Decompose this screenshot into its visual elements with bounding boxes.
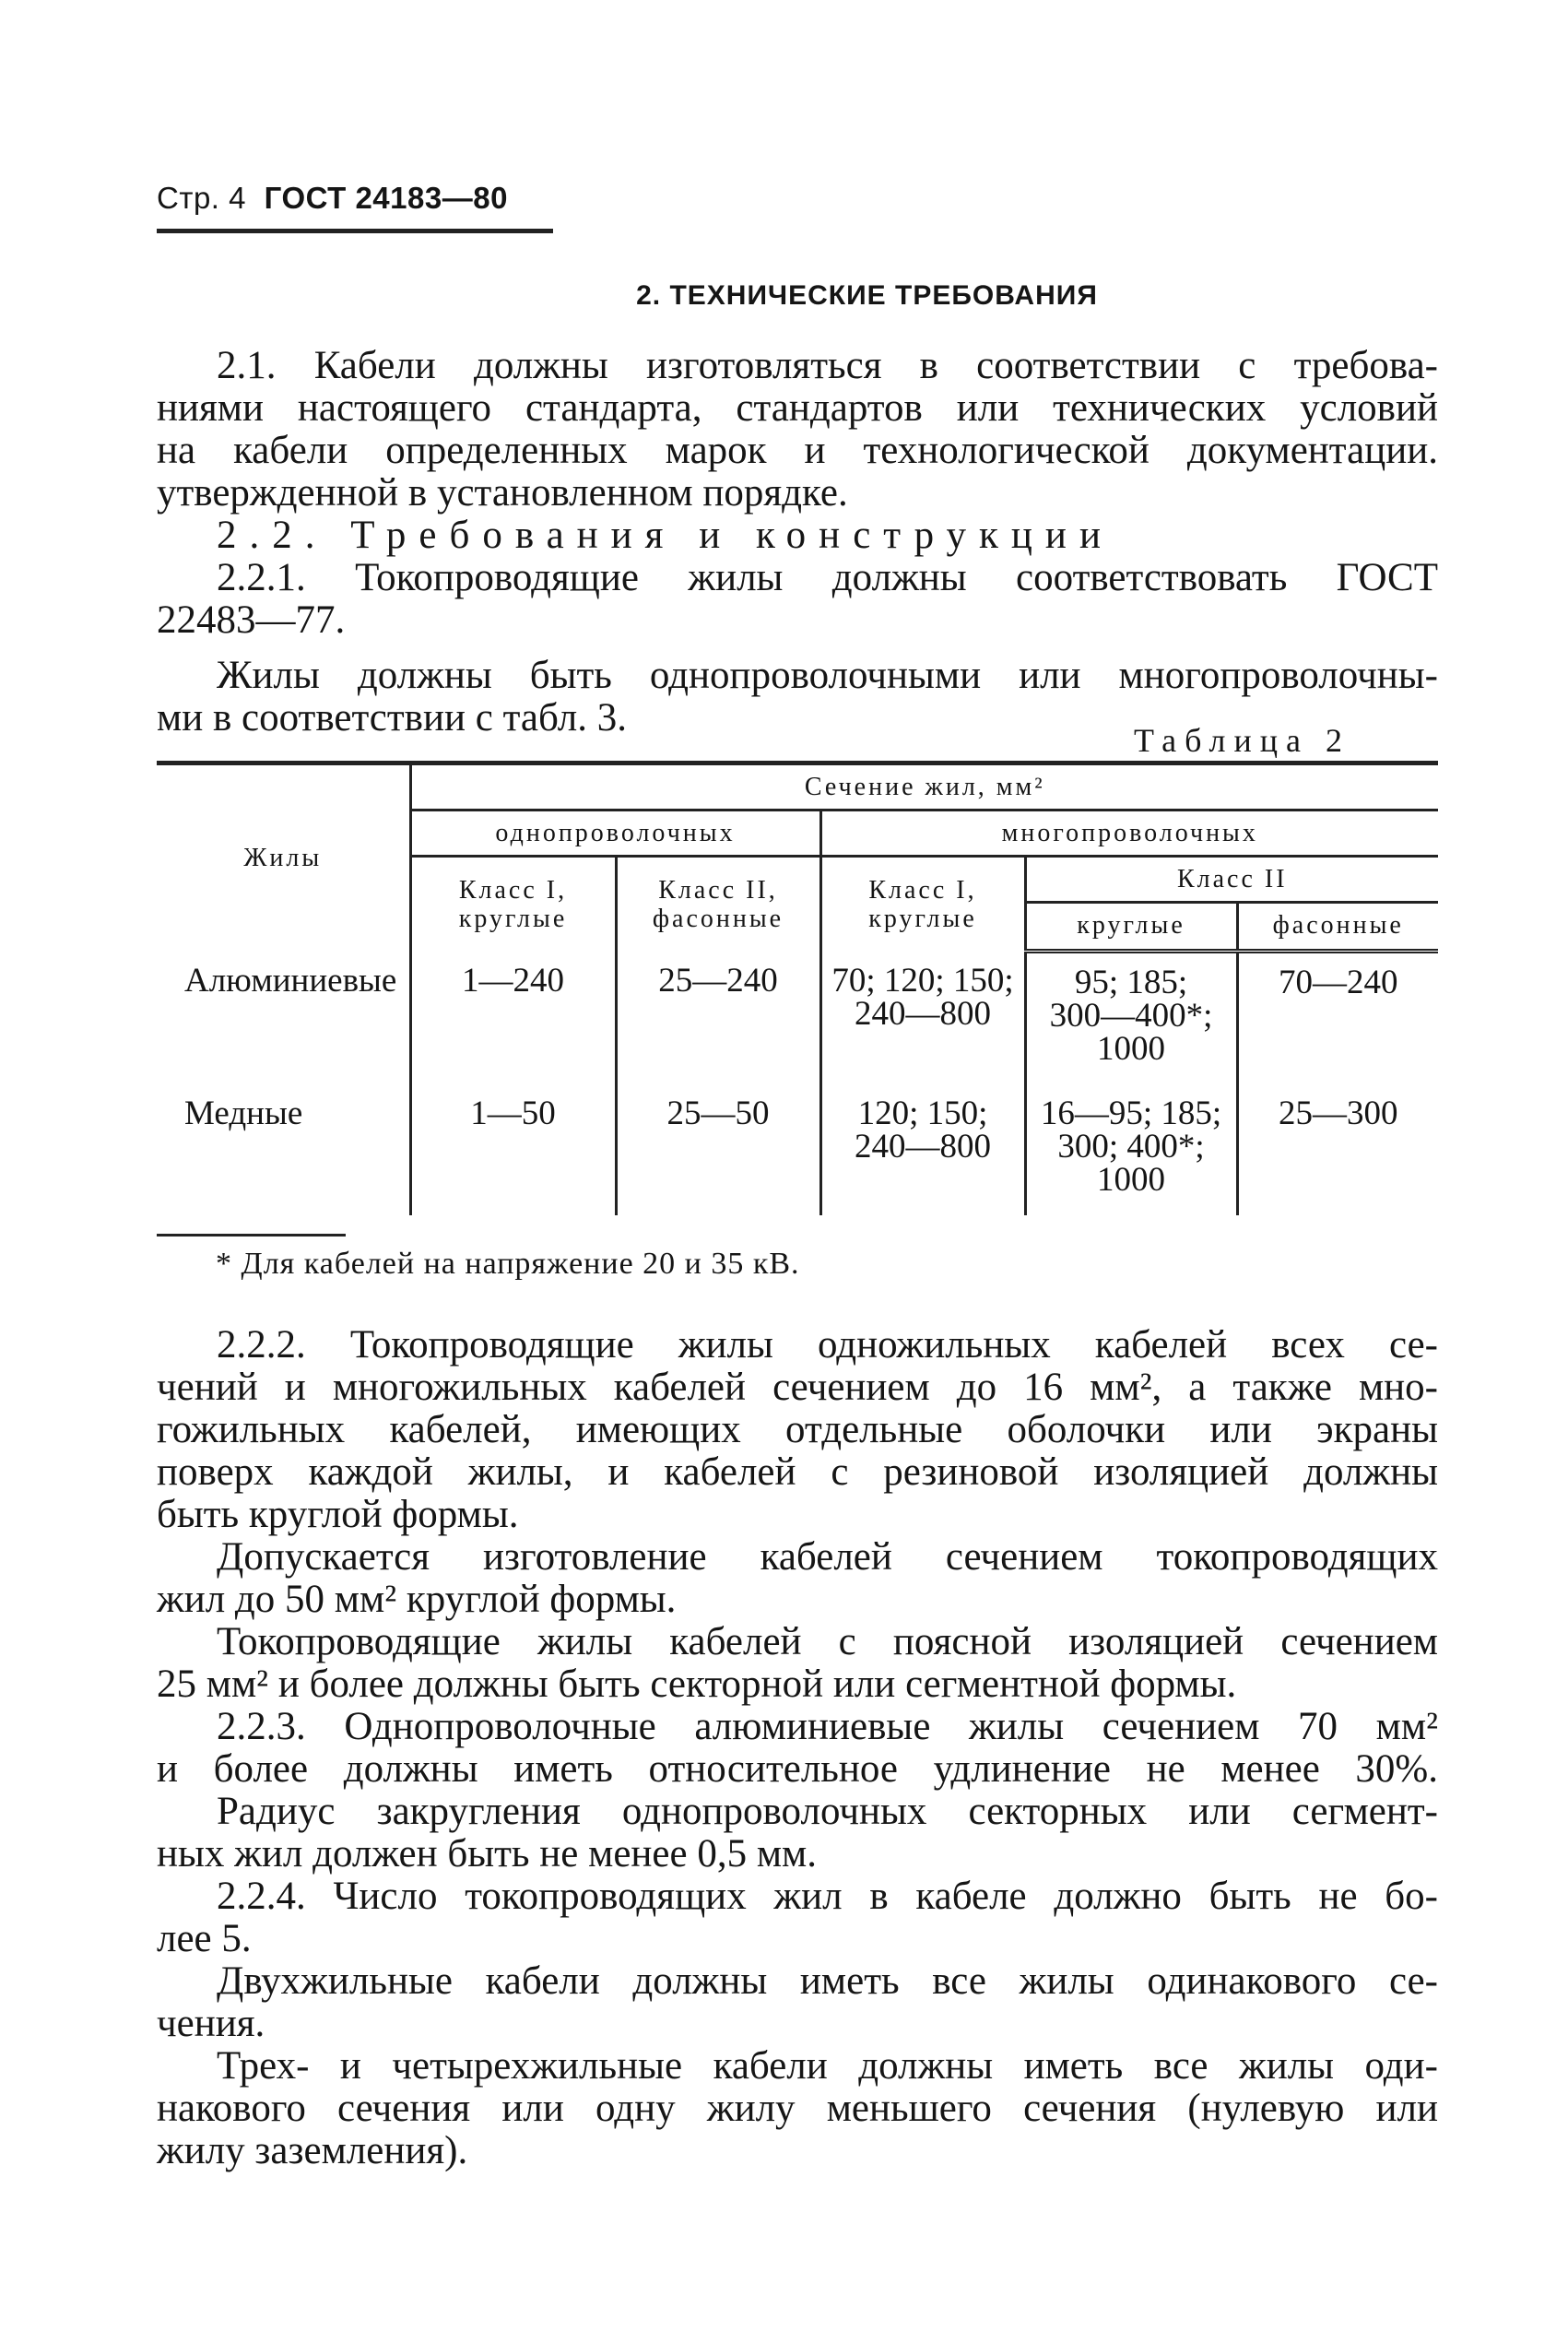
- table-row: [157, 952, 1438, 1085]
- multi-wire-header: многопроволочных: [820, 811, 1438, 857]
- cell-line: 1000: [1097, 1030, 1165, 1068]
- text-line: 2.1. Кабели должны изготовляться в соответствии с требова-: [217, 344, 1438, 387]
- cell-line: 95; 185;: [1074, 964, 1188, 1001]
- text-line: и более должны иметь относительное удлинение не менее 30%.: [157, 1747, 1438, 1791]
- table-cell: [820, 952, 1025, 1085]
- text-line: 2.2.1. Токопроводящие жилы должны соответствовать ГОСТ: [217, 556, 1438, 599]
- cell-line: 300—400*;: [1049, 997, 1213, 1035]
- cable-conductor-table: [157, 761, 1438, 1215]
- text-line: чения.: [157, 2002, 265, 2045]
- text-line: ниями настоящего стандарта, стандартов или технических условий: [157, 386, 1438, 430]
- text-line: Радиус закругления однопроволочных секторных или сегмент-: [217, 1790, 1438, 1833]
- text-line: жил до 50 мм² круглой формы.: [157, 1578, 677, 1621]
- single-wire-header: однопроволочных: [410, 811, 820, 857]
- subsection-heading: 2.2. Требования и конструкции: [217, 514, 1114, 557]
- table-cell: 1—240: [410, 952, 616, 1085]
- table-cell: 25—300: [1279, 1095, 1398, 1132]
- row-header-cell: Жилы: [157, 763, 410, 952]
- table-title: Таблица 2: [1134, 722, 1350, 759]
- text-line: лее 5.: [157, 1917, 252, 1960]
- body-text: [157, 1324, 1438, 2172]
- table-cell: 25—50: [616, 1084, 820, 1215]
- table-cell: 1—50: [410, 1084, 616, 1215]
- text-line: ми в соответствии с табл. 3.: [157, 696, 627, 740]
- class1-round-header: Класс I, круглые: [410, 857, 616, 952]
- table-row: [157, 1084, 1438, 1215]
- text-line: 2.2.4. Число токопроводящих жил в кабеле должно быть не бо-: [217, 1875, 1438, 1918]
- text-line: быть круглой формы.: [157, 1493, 519, 1536]
- class2-shaped-header: Класс II, фасонные: [616, 857, 820, 952]
- table-cell: 25—240: [616, 952, 820, 1085]
- cell-line: 120; 150;: [857, 1095, 988, 1132]
- group-header-cell: Сечение жил, мм²: [410, 763, 1438, 811]
- cell-line: 240—800: [855, 1128, 991, 1166]
- text-line: на кабели определенных марок и технологической документации.: [157, 429, 1438, 472]
- shaped-header: фасонные: [1237, 903, 1438, 952]
- text-line: 2.2.3. Однопроволочные алюминиевые жилы сечением 70 мм²: [217, 1705, 1438, 1748]
- text-line: Жилы должны быть однопроволочными или многопроволочны-: [217, 654, 1438, 697]
- page-number: Стр. 4: [157, 181, 246, 215]
- text-line: чений и многожильных кабелей сечением до 16 мм², а также мно-: [157, 1366, 1438, 1409]
- text-line: гожильных кабелей, имеющих отдельные оболочки или экраны: [157, 1408, 1438, 1451]
- table-footnote: * Для кабелей на напряжение 20 и 35 кВ.: [216, 1247, 800, 1281]
- table-cell: 70—240: [1279, 964, 1398, 1001]
- cell-line: 300; 400*;: [1057, 1128, 1205, 1166]
- text-line: Допускается изготовление кабелей сечением токопроводящих: [217, 1535, 1438, 1579]
- cell-line: 1000: [1097, 1161, 1165, 1199]
- text-line: накового сечения или одну жилу меньшего сечения (нулевую или: [157, 2087, 1438, 2130]
- text-line: Трех- и четырехжильные кабели должны иметь все жилы оди-: [217, 2044, 1438, 2088]
- document-id: ГОСТ 24183—80: [264, 181, 508, 215]
- text-line: Двухжильные кабели должны иметь все жилы одинакового се-: [217, 1959, 1438, 2003]
- cell-line: 240—800: [855, 994, 991, 1033]
- material-cell: Медные: [157, 1084, 410, 1215]
- table-cell: [1025, 952, 1237, 1085]
- class2-header: Класс II: [1025, 857, 1438, 903]
- intro-text: [157, 345, 1438, 740]
- class1-round-multi-header: Класс I, круглые: [820, 857, 1025, 952]
- round-header: круглые: [1025, 903, 1237, 952]
- table-cell: [1025, 1084, 1237, 1215]
- footnote-rule: [157, 1234, 346, 1236]
- text-line: 22483—77.: [157, 598, 346, 642]
- text-line: жилу заземления).: [157, 2129, 468, 2172]
- text-line: Токопроводящие жилы кабелей с поясной изоляцией сечением: [217, 1620, 1438, 1663]
- table-cell: [820, 1084, 1025, 1215]
- cell-line: 70; 120; 150;: [831, 961, 1014, 1000]
- material-cell: Алюминиевые: [157, 952, 410, 1085]
- text-line: поверх каждой жилы, и кабелей с резиновой изоляцией должны: [157, 1450, 1438, 1494]
- text-line: утвержденной в установленном порядке.: [157, 471, 848, 515]
- text-line: 25 мм² и более должны быть секторной или сегментной формы.: [157, 1662, 1237, 1706]
- section-title: 2. ТЕХНИЧЕСКИЕ ТРЕБОВАНИЯ: [636, 280, 1098, 311]
- text-line: 2.2.2. Токопроводящие жилы одножильных кабелей всех се-: [217, 1323, 1438, 1367]
- page-header: [157, 181, 553, 233]
- cell-line: 16—95; 185;: [1040, 1095, 1222, 1132]
- text-line: ных жил должен быть не менее 0,5 мм.: [157, 1832, 818, 1875]
